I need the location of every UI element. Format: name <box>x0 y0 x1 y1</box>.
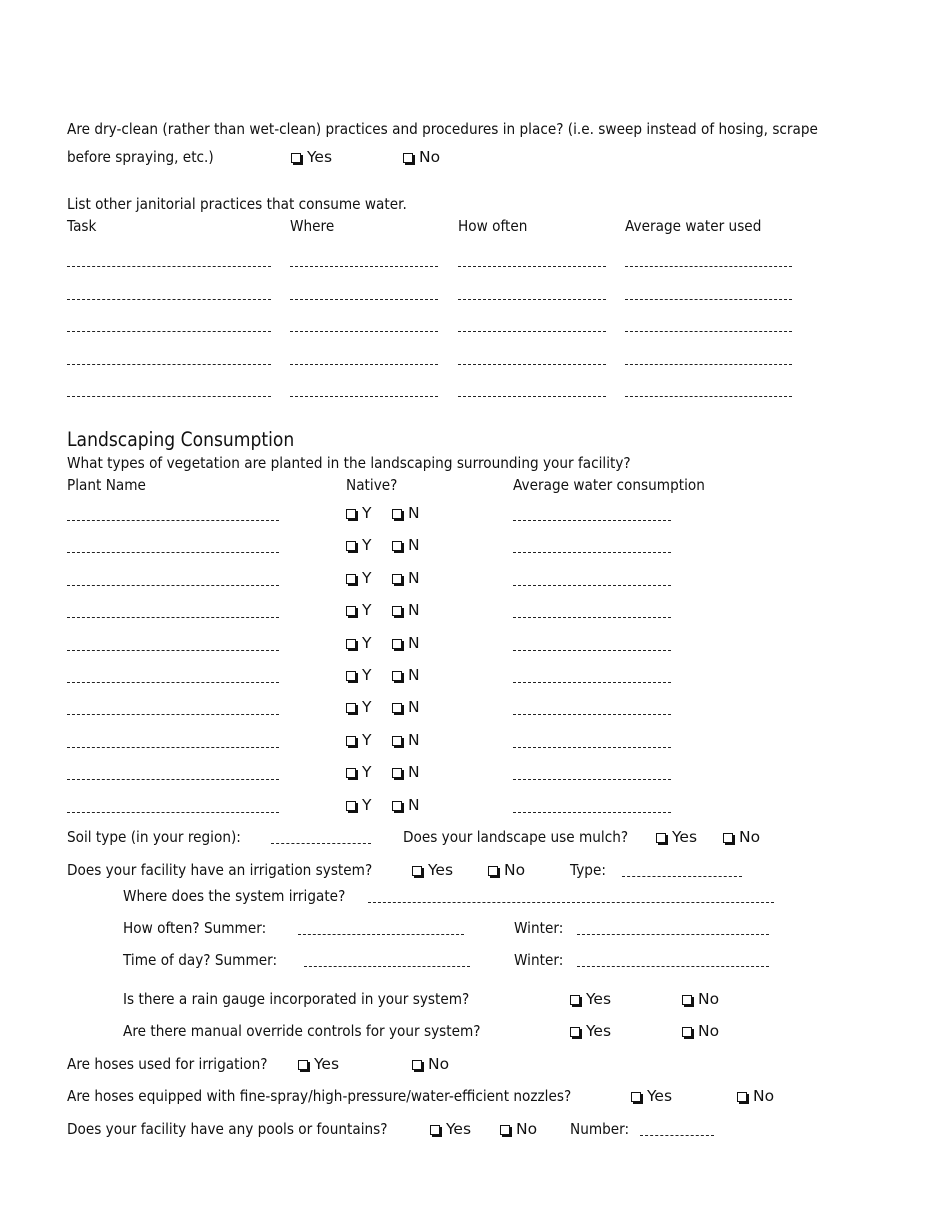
janitorial-intro: List other janitorial practices that consume water. <box>67 195 407 213</box>
dry-clean-question-line1: Are dry-clean (rather than wet-clean) practices and procedures in place? (i.e. sweep instead of hosing, scrape <box>67 120 818 138</box>
native-no-option[interactable]: N <box>392 762 420 782</box>
native-no-option[interactable]: N <box>392 568 420 588</box>
plant-name-field[interactable] <box>67 747 279 748</box>
janitorial-where-field[interactable] <box>290 266 438 267</box>
janitorial-where-field[interactable] <box>290 364 438 365</box>
janitorial-task-field[interactable] <box>67 299 271 300</box>
average-consumption-field[interactable] <box>513 617 671 618</box>
janitorial-task-field[interactable] <box>67 364 271 365</box>
janitorial-task-field[interactable] <box>67 266 271 267</box>
janitorial-average-water-field[interactable] <box>625 299 792 300</box>
average-consumption-field[interactable] <box>513 779 671 780</box>
janitorial-how-often-field[interactable] <box>458 331 606 332</box>
checkbox-icon[interactable] <box>723 833 733 843</box>
override-no-option[interactable]: No <box>682 1021 719 1041</box>
native-yes-option[interactable]: Y <box>346 795 371 815</box>
checkbox-icon[interactable] <box>346 509 356 519</box>
plant-name-field[interactable] <box>67 617 279 618</box>
average-consumption-field[interactable] <box>513 682 671 683</box>
native-no-option[interactable]: N <box>392 535 420 555</box>
pools-number-label: Number: <box>570 1120 630 1138</box>
landscaping-title: Landscaping Consumption <box>67 428 295 451</box>
plant-name-field[interactable] <box>67 779 279 780</box>
irrigation-type-field[interactable] <box>622 876 742 877</box>
janitorial-where-field[interactable] <box>290 331 438 332</box>
how-often-summer-label: How often? Summer: <box>123 919 267 937</box>
soil-type-field[interactable] <box>271 843 371 844</box>
average-consumption-field[interactable] <box>513 812 671 813</box>
average-consumption-field[interactable] <box>513 714 671 715</box>
dry-clean-yes-option[interactable]: Yes <box>291 147 332 167</box>
how-often-winter-field[interactable] <box>577 934 769 935</box>
checkbox-icon[interactable] <box>346 574 356 584</box>
janitorial-where-field[interactable] <box>290 396 438 397</box>
average-consumption-field[interactable] <box>513 552 671 553</box>
checkbox-icon[interactable] <box>430 1125 440 1135</box>
janitorial-how-often-field[interactable] <box>458 396 606 397</box>
checkbox-icon[interactable] <box>346 606 356 616</box>
native-yes-option[interactable]: Y <box>346 568 371 588</box>
native-yes-option[interactable]: Y <box>346 535 371 555</box>
janitorial-col-how-often: How often <box>458 217 528 235</box>
checkbox-icon[interactable] <box>392 639 402 649</box>
soil-type-label: Soil type (in your region): <box>67 828 241 846</box>
rain-gauge-question: Is there a rain gauge incorporated in your system? <box>123 990 470 1008</box>
checkbox-icon[interactable] <box>346 801 356 811</box>
checkbox-icon[interactable] <box>392 541 402 551</box>
janitorial-how-often-field[interactable] <box>458 299 606 300</box>
hoses-irrigation-question: Are hoses used for irrigation? <box>67 1055 268 1073</box>
checkbox-icon[interactable] <box>631 1092 641 1102</box>
checkbox-icon[interactable] <box>656 833 666 843</box>
checkbox-icon[interactable] <box>412 1060 422 1070</box>
landscaping-question: What types of vegetation are planted in the landscaping surrounding your facility? <box>67 454 631 472</box>
native-no-option[interactable]: N <box>392 697 420 717</box>
checkbox-icon[interactable] <box>346 736 356 746</box>
janitorial-where-field[interactable] <box>290 299 438 300</box>
checkbox-icon[interactable] <box>392 671 402 681</box>
checkbox-icon[interactable] <box>392 768 402 778</box>
hoses-nozzle-yes-option[interactable]: Yes <box>631 1086 672 1106</box>
landscaping-col-native: Native? <box>346 476 398 494</box>
how-often-winter-label: Winter: <box>514 919 564 937</box>
checkbox-icon[interactable] <box>392 736 402 746</box>
irrigation-where-field[interactable] <box>368 902 774 903</box>
irrigation-no-option[interactable]: No <box>488 860 525 880</box>
hoses-irrigation-yes-option[interactable]: Yes <box>298 1054 339 1074</box>
checkbox-icon[interactable] <box>570 995 580 1005</box>
time-of-day-summer-field[interactable] <box>304 966 470 967</box>
checkbox-icon[interactable] <box>346 671 356 681</box>
checkbox-icon[interactable] <box>392 606 402 616</box>
native-yes-option[interactable]: Y <box>346 697 371 717</box>
native-yes-option[interactable]: Y <box>346 665 371 685</box>
checkbox-icon[interactable] <box>346 639 356 649</box>
mulch-question: Does your landscape use mulch? <box>403 828 629 846</box>
rain-gauge-no-option[interactable]: No <box>682 989 719 1009</box>
native-yes-option[interactable]: Y <box>346 503 371 523</box>
time-of-day-winter-label: Winter: <box>514 951 564 969</box>
native-no-option[interactable]: N <box>392 730 420 750</box>
native-no-option[interactable]: N <box>392 503 420 523</box>
landscaping-col-average-consumption: Average water consumption <box>513 476 705 494</box>
irrigation-where-label: Where does the system irrigate? <box>123 887 346 905</box>
checkbox-icon[interactable] <box>346 768 356 778</box>
native-no-option[interactable]: N <box>392 633 420 653</box>
time-of-day-summer-label: Time of day? Summer: <box>123 951 278 969</box>
plant-name-field[interactable] <box>67 585 279 586</box>
plant-name-field[interactable] <box>67 682 279 683</box>
janitorial-col-where: Where <box>290 217 335 235</box>
mulch-yes-option[interactable]: Yes <box>656 827 697 847</box>
irrigation-type-label: Type: <box>570 861 606 879</box>
pools-no-option[interactable]: No <box>500 1119 537 1139</box>
janitorial-how-often-field[interactable] <box>458 364 606 365</box>
average-consumption-field[interactable] <box>513 747 671 748</box>
native-yes-option[interactable]: Y <box>346 633 371 653</box>
native-no-option[interactable]: N <box>392 600 420 620</box>
plant-name-field[interactable] <box>67 812 279 813</box>
hoses-nozzle-question: Are hoses equipped with fine-spray/high-pressure/water-efficient nozzles? <box>67 1087 572 1105</box>
pools-question: Does your facility have any pools or fountains? <box>67 1120 388 1138</box>
checkbox-icon[interactable] <box>291 153 301 163</box>
janitorial-col-task: Task <box>67 217 97 235</box>
irrigation-question: Does your facility have an irrigation system? <box>67 861 373 879</box>
plant-name-field[interactable] <box>67 714 279 715</box>
checkbox-icon[interactable] <box>392 574 402 584</box>
checkbox-icon[interactable] <box>682 995 692 1005</box>
plant-name-field[interactable] <box>67 552 279 553</box>
pools-yes-option[interactable]: Yes <box>430 1119 471 1139</box>
plant-name-field[interactable] <box>67 650 279 651</box>
checkbox-icon[interactable] <box>412 866 422 876</box>
average-consumption-field[interactable] <box>513 650 671 651</box>
checkbox-icon[interactable] <box>392 703 402 713</box>
native-no-option[interactable]: N <box>392 795 420 815</box>
checkbox-icon[interactable] <box>570 1027 580 1037</box>
native-no-option[interactable]: N <box>392 665 420 685</box>
checkbox-icon[interactable] <box>500 1125 510 1135</box>
pools-number-field[interactable] <box>640 1135 714 1136</box>
janitorial-average-water-field[interactable] <box>625 266 792 267</box>
janitorial-task-field[interactable] <box>67 396 271 397</box>
janitorial-average-water-field[interactable] <box>625 331 792 332</box>
hoses-nozzle-no-option[interactable]: No <box>737 1086 774 1106</box>
average-consumption-field[interactable] <box>513 520 671 521</box>
janitorial-how-often-field[interactable] <box>458 266 606 267</box>
dry-clean-no-option[interactable]: No <box>403 147 440 167</box>
hoses-irrigation-no-option[interactable]: No <box>412 1054 449 1074</box>
checkbox-icon[interactable] <box>346 703 356 713</box>
checkbox-icon[interactable] <box>392 509 402 519</box>
janitorial-average-water-field[interactable] <box>625 364 792 365</box>
time-of-day-winter-field[interactable] <box>577 966 769 967</box>
mulch-no-option[interactable]: No <box>723 827 760 847</box>
how-often-summer-field[interactable] <box>298 934 464 935</box>
janitorial-average-water-field[interactable] <box>625 396 792 397</box>
override-question: Are there manual override controls for your system? <box>123 1022 481 1040</box>
irrigation-yes-option[interactable]: Yes <box>412 860 453 880</box>
checkbox-icon[interactable] <box>403 153 413 163</box>
override-yes-option[interactable]: Yes <box>570 1021 611 1041</box>
native-yes-option[interactable]: Y <box>346 762 371 782</box>
plant-name-field[interactable] <box>67 520 279 521</box>
checkbox-icon[interactable] <box>298 1060 308 1070</box>
average-consumption-field[interactable] <box>513 585 671 586</box>
rain-gauge-yes-option[interactable]: Yes <box>570 989 611 1009</box>
native-yes-option[interactable]: Y <box>346 600 371 620</box>
janitorial-col-average-water: Average water used <box>625 217 762 235</box>
landscaping-col-plant-name: Plant Name <box>67 476 146 494</box>
janitorial-task-field[interactable] <box>67 331 271 332</box>
checkbox-icon[interactable] <box>392 801 402 811</box>
dry-clean-question-line2: before spraying, etc.) <box>67 148 214 166</box>
checkbox-icon[interactable] <box>346 541 356 551</box>
native-yes-option[interactable]: Y <box>346 730 371 750</box>
checkbox-icon[interactable] <box>737 1092 747 1102</box>
checkbox-icon[interactable] <box>488 866 498 876</box>
checkbox-icon[interactable] <box>682 1027 692 1037</box>
